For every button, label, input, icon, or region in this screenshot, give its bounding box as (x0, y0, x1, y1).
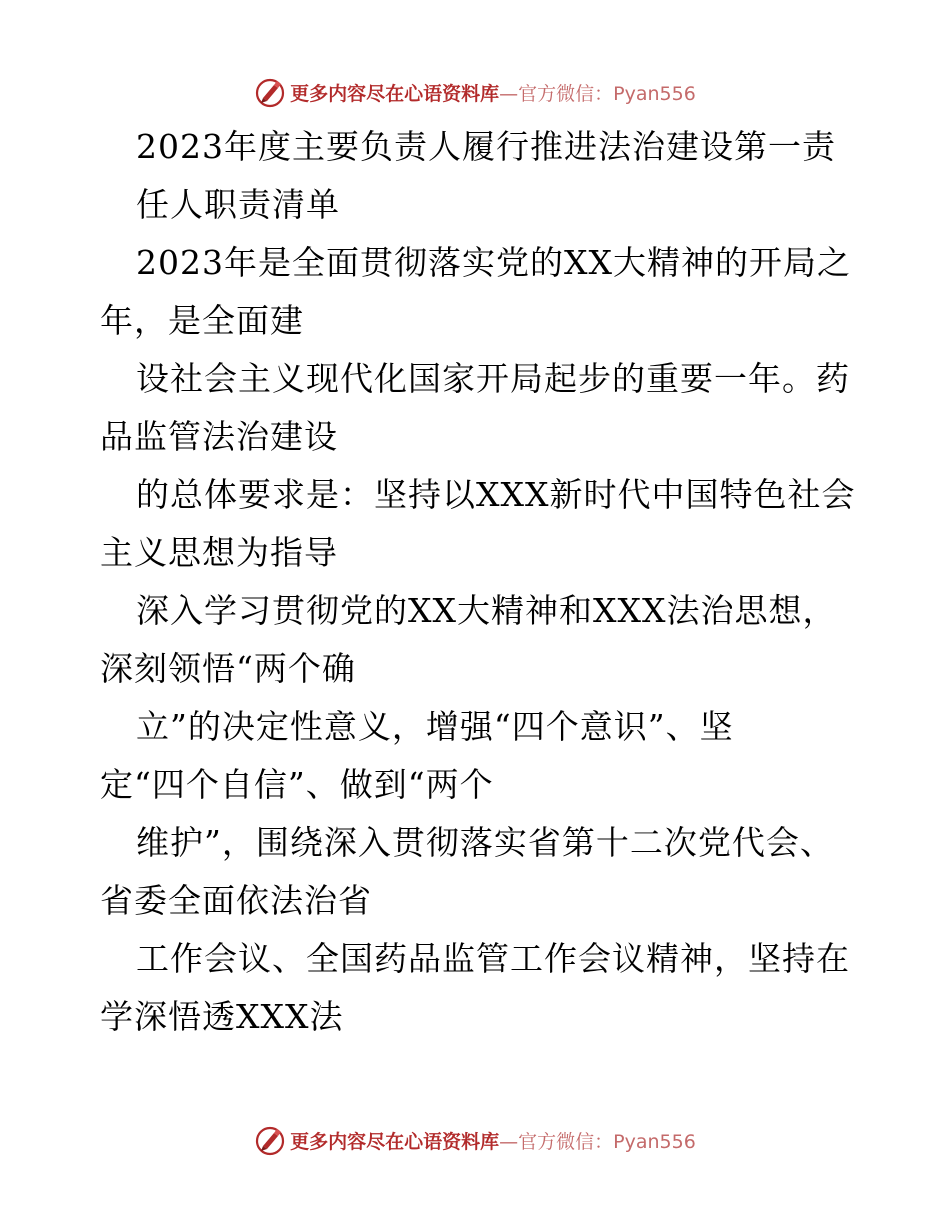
pen-logo-icon (254, 76, 286, 108)
text-line: 省委全面依法治省 (100, 881, 372, 920)
text-line: 的总体要求是：坚持以XXX新时代中国特色社会 (136, 475, 856, 514)
text-line: 立”的决定性意义，增强“四个意识”、坚 (136, 707, 734, 746)
watermark-brand: 更多内容尽在心语资料库 (290, 82, 500, 105)
text-line: 年，是全面建 (100, 301, 304, 340)
watermark-text (290, 1127, 696, 1154)
footer-watermark (0, 1120, 950, 1160)
text-line: 主义思想为指导 (100, 533, 338, 572)
text-line: 工作会议、全国药品监管工作会议精神，坚持在 (136, 939, 850, 978)
watermark-contact: —官方微信：Pyan556 (499, 1130, 696, 1153)
pen-logo-icon (254, 1124, 286, 1156)
text-line: 学深悟透XXX法 (100, 997, 344, 1036)
watermark-text (290, 79, 696, 106)
text-line: 深入学习贯彻党的XX大精神和XXX法治思想， (136, 591, 837, 630)
text-line: 2023年是全面贯彻落实党的XX大精神的开局之 (136, 243, 851, 282)
watermark-brand: 更多内容尽在心语资料库 (290, 1130, 500, 1153)
watermark-contact: —官方微信：Pyan556 (499, 82, 696, 105)
document-body (100, 118, 860, 1046)
text-line: 品监管法治建设 (100, 417, 338, 456)
text-line: 定“四个自信”、做到“两个 (100, 765, 494, 804)
text-line: 2023年度主要负责人履行推进法治建设第一责 (136, 127, 836, 166)
text-line: 维护”，围绕深入贯彻落实省第十二次党代会、 (136, 823, 834, 862)
header-watermark (0, 72, 950, 112)
text-line: 设社会主义现代化国家开局起步的重要一年。药 (136, 359, 850, 398)
text-line: 深刻领悟“两个确 (100, 649, 356, 688)
text-line: 任人职责清单 (136, 185, 340, 224)
